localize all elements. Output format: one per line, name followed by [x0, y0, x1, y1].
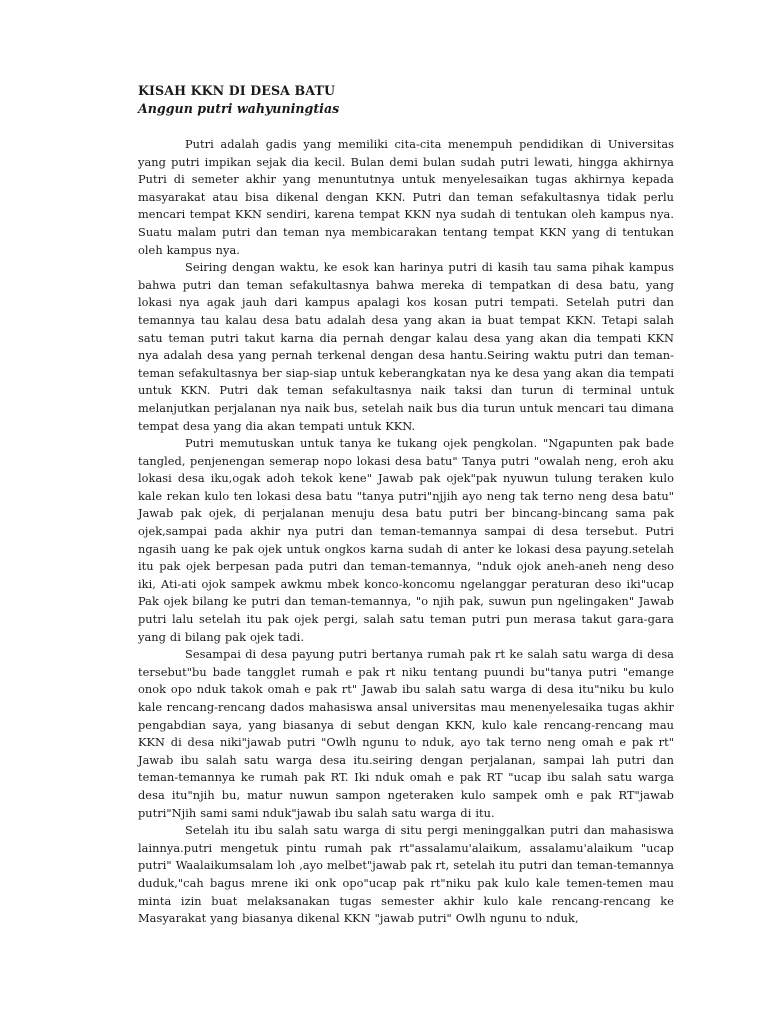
document-title: KISAH KKN DI DESA BATU — [138, 83, 336, 98]
paragraph: Putri memutuskan untuk tanya ke tukang ojek pengkolan. "Ngapunten pak bade tangled, penjenengan semerap nopo lokasi desa batu" Tanya putri "owalah neng, eroh aku lokasi desa iku,ogak adoh tekok kene" Jawab pak ojek"pak nyuwun tulung teraken kulo kale rekan kulo ten lokasi desa batu "tanya putri"njjih ayo neng tak terno neng desa batu" Jawab pak ojek, di perjalanan menuju desa batu putri ber bincang-bincang sama pak ojek,sampai pada akhir nya putri dan teman-temannya sampai di desa tersebut. Putri ngasih uang ke pak ojek untuk ongkos karna sudah di anter ke lokasi desa payung.setelah itu pak ojek berpesan pada putri dan teman-temannya, "nduk ojok aneh-aneh neng deso iki, Ati-ati ojok sampek awkmu mbek konco-koncomu ngelanggar peraturan deso iki"ucap Pak ojek bilang ke putri dan teman-temannya, "o njih pak, suwun pun ngelingaken" Jawab putri lalu setelah itu pak ojek pergi, salah satu teman putri pun merasa takut gara-gara yang di bilang pak ojek tadi. — [138, 436, 674, 644]
document-body — [138, 82, 674, 928]
paragraph: Setelah itu ibu salah satu warga di situ pergi meninggalkan putri dan mahasiswa lainnya.putri mengetuk pintu rumah pak rt"assalamu'alaikum, assalamu'alaikum "ucap putri" Waalaikumsalam loh ,ayo melbet"jawab pak rt, setelah itu putri dan teman-temannya duduk,"cah bagus mrene iki onk opo"ucap pak rt"niku pak kulo kale temen-temen mau minta izin buat melaksanakan tugas semester akhir kulo kale rencang-rencang ke Masyarakat yang biasanya dikenal KKN "jawab putri" Owlh ngunu to nduk, — [138, 823, 674, 926]
paragraph: Putri adalah gadis yang memiliki cita-cita menempuh pendidikan di Universitas yang putri impikan sejak dia kecil. Bulan demi bulan sudah putri lewati, hingga akhirnya Putri di semeter akhir yang menuntutnya untuk menyelesaikan tugas akhirnya kepada masyarakat atau bisa dikenal dengan KKN. Putri dan teman sefakultasnya tidak perlu mencari tempat KKN sendiri, karena tempat KKN nya sudah di tentukan oleh kampus nya. Suatu malam putri dan teman nya membicarakan tentang tempat KKN yang di tentukan oleh kampus nya. — [138, 137, 674, 257]
paragraph: Seiring dengan waktu, ke esok kan harinya putri di kasih tau sama pihak kampus bahwa putri dan teman sefakultasnya bahwa mereka di tempatkan di desa batu, yang lokasi nya agak jauh dari kampus apalagi kos kosan putri tempati. Setelah putri dan temannya tau kalau desa batu adalah desa yang akan ia buat tempat KKN. Tetapi salah satu teman putri takut karna dia pernah dengar kalau desa yang akan dia tempati KKN nya adalah desa yang pernah terkenal dengan desa hantu.Seiring waktu putri dan teman-teman sefakultasnya ber siap-siap untuk keberangkatan nya ke desa yang akan dia tempati untuk KKN. Putri dak teman sefakultasnya naik taksi dan turun di terminal untuk melanjutkan perjalanan nya naik bus, setelah naik bus dia turun untuk mencari tau dimana tempat desa yang dia akan tempati untuk KKN. — [138, 260, 674, 433]
paragraph: Sesampai di desa payung putri bertanya rumah pak rt ke salah satu warga di desa tersebut"bu bade tangglet rumah e pak rt niku tentang puundi bu"tanya putri "emange onok opo nduk takok omah e pak rt" Jawab ibu salah satu warga di desa itu"niku bu kulo kale rencang-rencang dados mahasiswa ansal universitas mau menenyelesaika tugas akhir pengabdian saya, yang biasanya di sebut dengan KKN, kulo kale rencang-rencang mau KKN di desa niki"jawab putri "Owlh ngunu to nduk, ayo tak terno neng omah e pak rt" Jawab ibu salah satu warga desa itu.seiring dengan perjalanan, sampai lah putri dan teman-temannya ke rumah pak RT. Iki nduk omah e pak RT "ucap ibu salah satu warga desa itu"njih bu, matur nuwun sampon ngeteraken kulo sampek omh e pak RT"jawab putri"Njih sami sami nduk"jawab ibu salah satu warga di itu. — [138, 647, 674, 820]
document-author: Anggun putri wahyuningtias — [138, 101, 340, 116]
